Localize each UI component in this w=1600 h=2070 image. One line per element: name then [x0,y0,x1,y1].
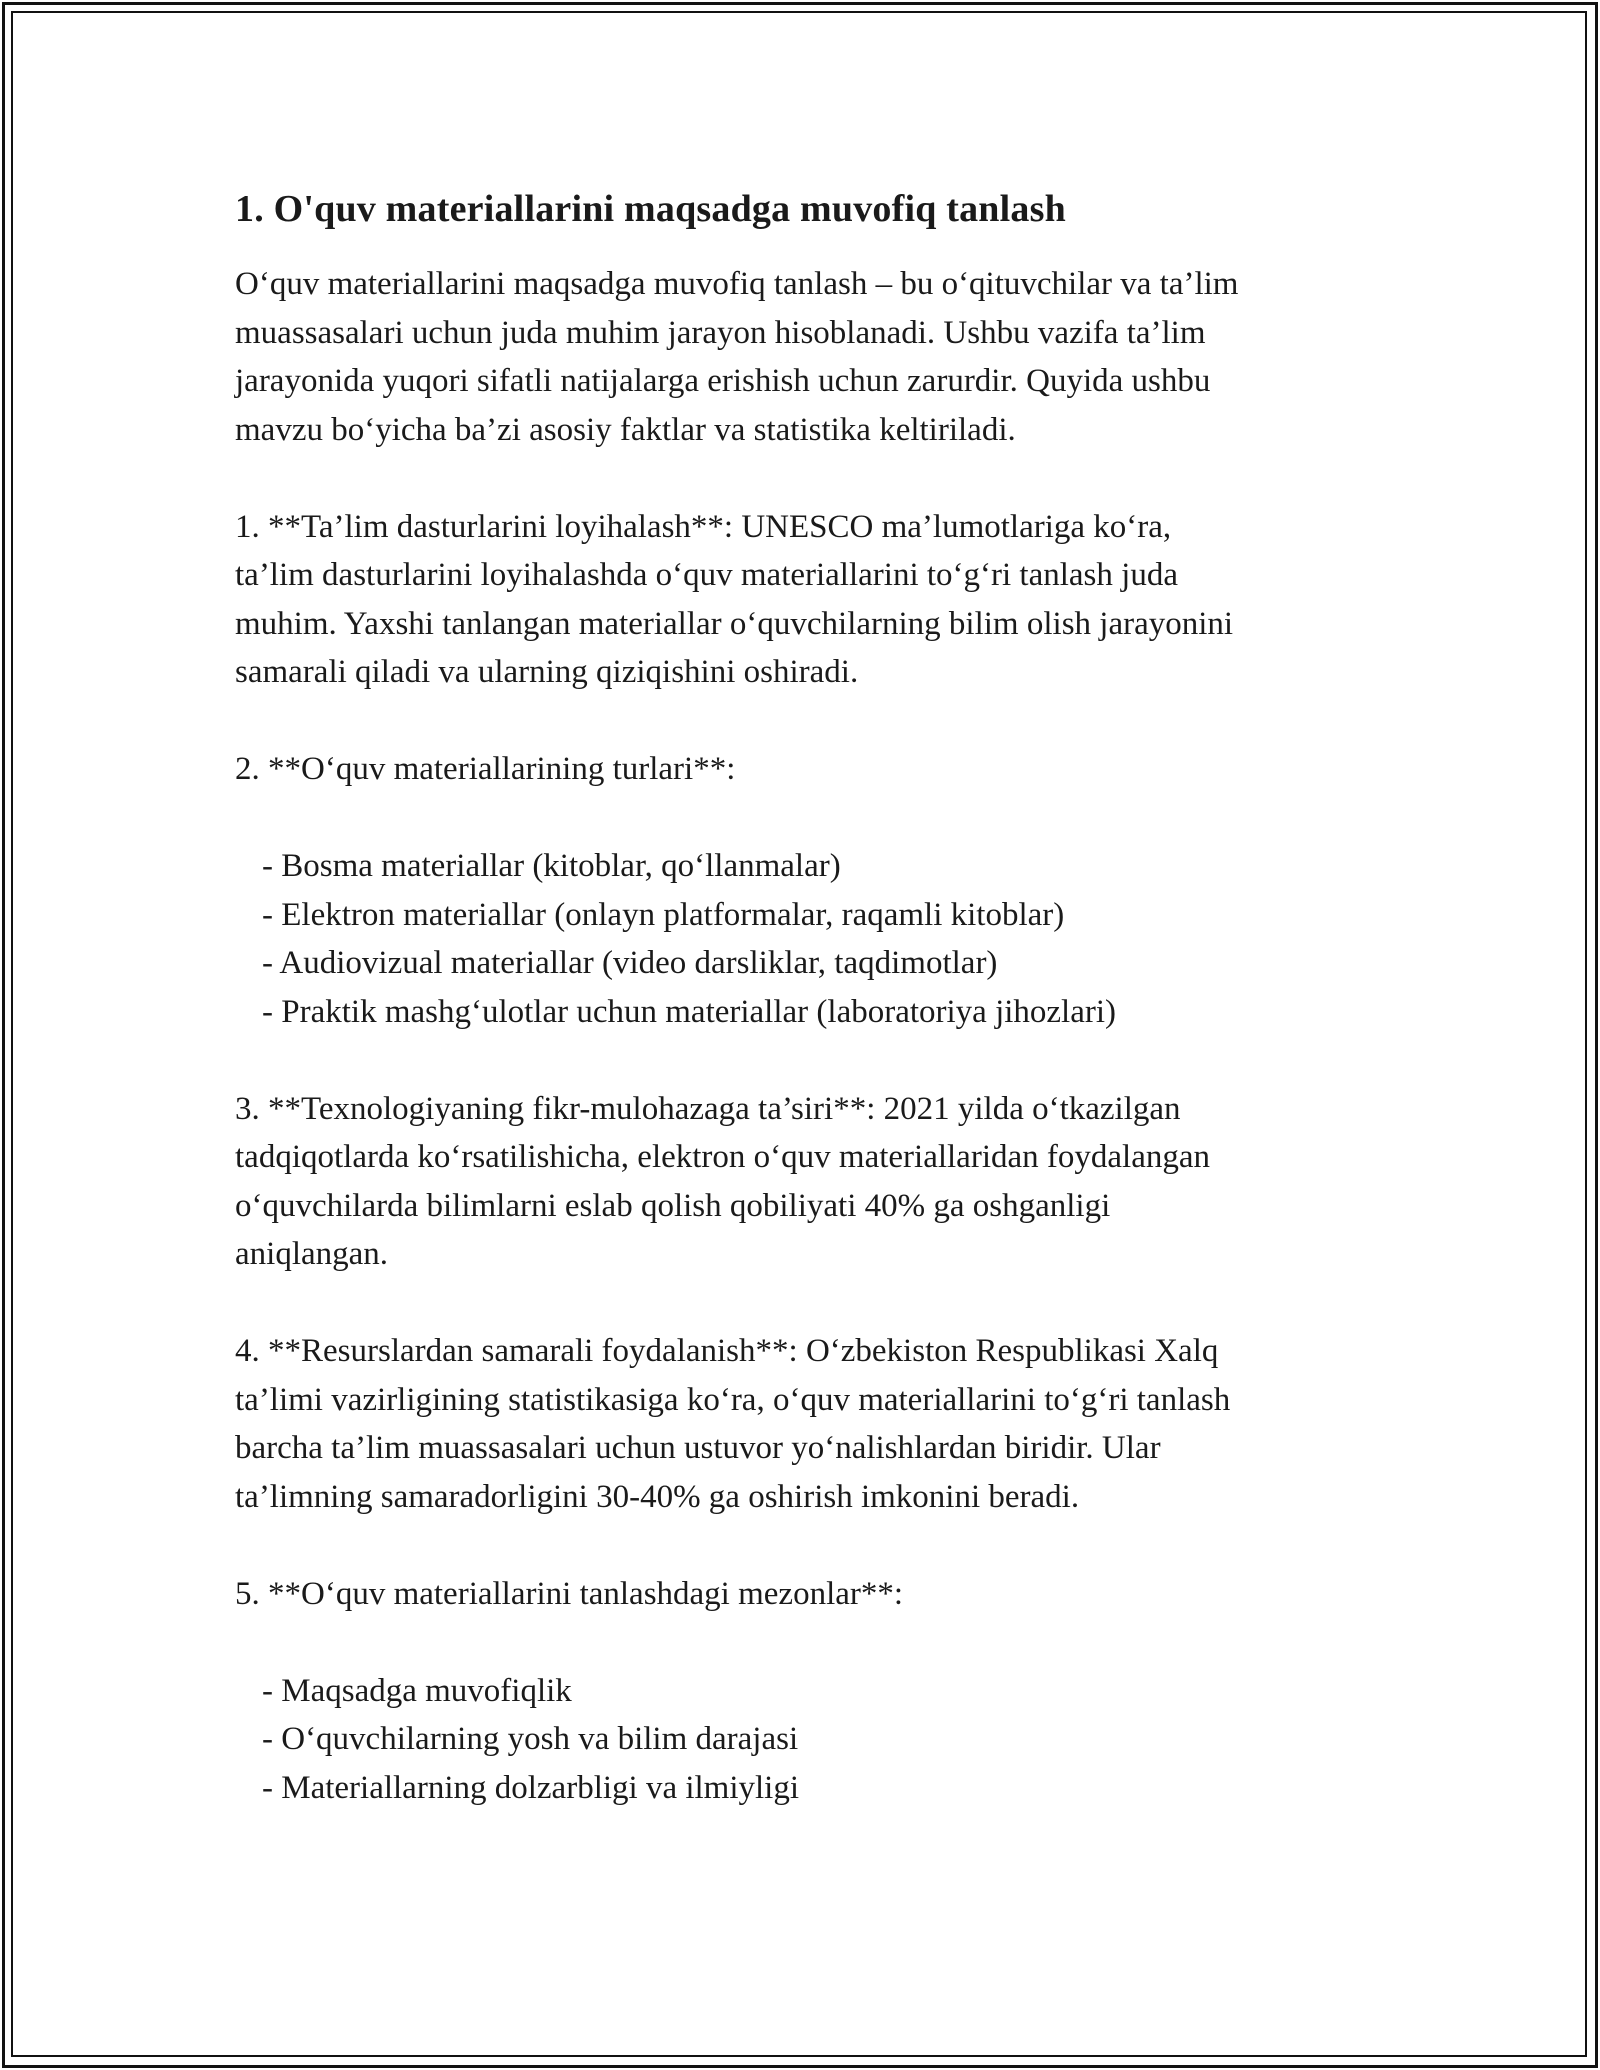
list-item: - O‘quvchilarning yosh va bilim darajasi [262,1721,799,1758]
fact-item-4: 4. **Resurslardan samarali foydalanish**: O‘zbekiston Respublikasi Xalq ta’limi vazirligining statistikasiga ko‘ra, o‘quv materiallarini to‘g‘ri tanlash barcha ta’lim muassasalari uchun ustuvor yo‘nalishlardan biridir. Ular ta’limning samaradorligini 30-40% ga oshirish imkonini beradi. [235,1333,1231,1515]
list-item: - Praktik mashg‘ulotlar uchun materiallar (laboratoriya jihozlari) [262,993,1117,1030]
list-item: - Audiovizual materiallar (video darsliklar, taqdimotlar) [262,945,998,982]
list-item: - Bosma materiallar (kitoblar, qo‘llanmalar) [262,848,841,885]
paragraph-gap [235,1036,1375,1085]
paragraph-gap [235,454,1375,503]
paragraph-gap [235,1279,1375,1328]
list-item: - Elektron materiallar (onlayn platformalar, raqamli kitoblar) [262,896,1065,933]
paragraph-gap [235,697,1375,746]
fact-item-2-heading: 2. **O‘quv materiallarining turlari**: [235,751,736,788]
paragraph-gap [235,794,1375,843]
paragraph-gap [235,1521,1375,1570]
fact-item-5-heading: 5. **O‘quv materiallarini tanlashdagi mezonlar**: [235,1575,904,1612]
list-item: - Maqsadga muvofiqlik [262,1672,572,1709]
list-item: - Materiallarning dolzarbligi va ilmiyligi [262,1769,800,1806]
selection-criteria-list [235,1667,1375,1813]
paragraph-gap [235,1618,1375,1667]
fact-item-1: 1. **Ta’lim dasturlarini loyihalash**: UNESCO ma’lumotlariga ko‘ra, ta’lim dasturlarini loyihalashda o‘quv materiallarini to‘g‘ri tanlash juda muhim. Yaxshi tanlangan materiallar o‘quvchilarning bilim olish jarayonini samarali qiladi va ularning qiziqishini oshiradi. [235,508,1234,691]
document-body [235,185,1375,1812]
page-title: 1. O'quv materiallarini maqsadga muvofiq tanlash [235,188,1066,230]
fact-item-3: 3. **Texnologiyaning fikr-mulohazaga ta’siri**: 2021 yilda o‘tkazilgan tadqiqotlarda ko‘rsatilishicha, elektron o‘quv materiallaridan foydalangan o‘quvchilarda bilimlarni eslab qolish qobiliyati 40% ga oshganligi aniqlangan. [235,1090,1210,1273]
material-types-list [235,842,1375,1036]
intro-paragraph: O‘quv materiallarini maqsadga muvofiq tanlash – bu o‘qituvchilar va ta’lim muassasalari uchun juda muhim jarayon hisoblanadi. Ushbu vazifa ta’lim jarayonida yuqori sifatli natijalarga erishish uchun zarurdir. Quyida ushbu mavzu bo‘yicha ba’zi asosiy faktlar va statistika keltiriladi. [235,266,1239,448]
